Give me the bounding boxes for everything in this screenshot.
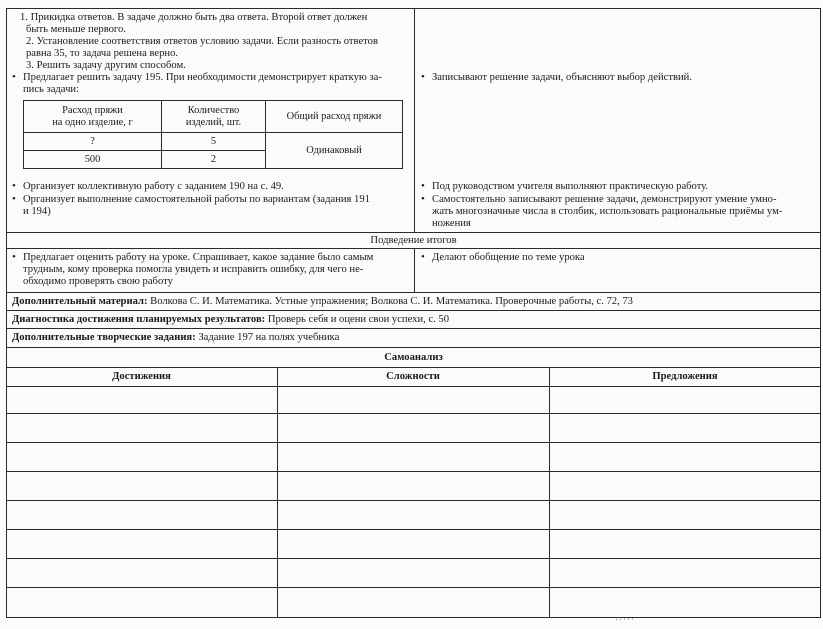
extra-material-row (12, 296, 633, 308)
column-difficulties: Сложности (386, 371, 440, 382)
table-header-quantity: Количество изделий, шт. (162, 101, 266, 133)
column-suggestions: Предложения (652, 371, 718, 382)
divider-1 (6, 232, 821, 233)
creative-tasks-row (12, 332, 339, 344)
summary-title: Подведение итогов (370, 235, 457, 246)
step-1-line-a: 1. Прикидка ответов. В задаче должно быть два ответа. Второй ответ должен (20, 12, 368, 23)
diagnostics-row (12, 314, 449, 326)
bullet-independent-work-a: • Организует выполнение самостоятельной работы по вариантам (задания 191 (12, 194, 370, 206)
task-195-line-a: • Предлагает решить задачу 195. При необходимости демонстрирует краткую за- (12, 72, 382, 84)
table-header-total: Общий расход пряжи (266, 101, 403, 133)
column-divider-summary (414, 248, 415, 292)
extra-material-label: Дополнительный материал: (12, 296, 148, 307)
table-cell: ? (24, 133, 162, 151)
self-analysis-row (6, 471, 821, 472)
diagnostics-label: Диагностика достижения планируемых результатов: (12, 314, 266, 325)
step-2-line-b: равна 35, то задача решена верно. (26, 48, 179, 59)
self-analysis-row (6, 442, 821, 443)
scan-mark: ····· (614, 613, 636, 625)
table-cell: 5 (162, 133, 266, 151)
bullet-independent-record-c: ножения (432, 218, 471, 229)
creative-tasks-label: Дополнительные творческие задания: (12, 332, 196, 343)
short-record-table (23, 100, 403, 169)
self-analysis-title: Самоанализ (384, 352, 443, 363)
summary-right-line: • Делают обобщение по теме урока (421, 252, 585, 264)
bullet-independent-record-b: жать многозначные числа в столбик, использовать рациональные приёмы ум- (432, 206, 783, 217)
table-cell: 2 (162, 151, 266, 169)
self-analysis-col-divider-2 (549, 367, 550, 618)
step-2-line-a: 2. Установление соответствия ответов условию задачи. Если разность ответов (26, 36, 378, 47)
divider-3 (6, 292, 821, 293)
self-analysis-row (6, 529, 821, 530)
summary-left-line-c: обходимо проверять свою работу (23, 276, 173, 287)
right-mid-bullets (421, 181, 776, 205)
self-analysis-row (6, 386, 821, 387)
divider-4 (6, 310, 821, 311)
divider-5 (6, 328, 821, 329)
left-mid-bullets-2 (12, 194, 370, 206)
table-header-yarn-per-item: Расход пряжи на одно изделие, г (24, 101, 162, 133)
column-divider-top (414, 8, 415, 232)
self-analysis-row (6, 500, 821, 501)
step-3-line: 3. Решить задачу другим способом. (26, 60, 186, 71)
bullet-practical-work: • Под руководством учителя выполняют практическую работу. (421, 181, 776, 193)
summary-left (12, 252, 373, 264)
divider-6 (6, 347, 821, 348)
bullet-independent-record-a: • Самостоятельно записывают решение задачи, демонстрируют умение умно- (421, 194, 776, 206)
self-analysis-row (6, 587, 821, 588)
bullet-independent-work-b: и 194) (23, 206, 51, 217)
self-analysis-row (6, 558, 821, 559)
right-top-bullet (421, 72, 692, 84)
divider-7 (6, 367, 821, 368)
task-195-line-b: пись задачи: (23, 84, 80, 95)
left-mid-bullets (12, 181, 284, 193)
step-1-line-b: быть меньше первого. (26, 24, 126, 35)
extra-material-text: Волкова С. И. Математика. Устные упражнения; Волкова С. И. Математика. Проверочные работы, с. 72, 73 (147, 296, 633, 307)
table-cell: 500 (24, 151, 162, 169)
self-analysis-row (6, 413, 821, 414)
column-achievements: Достижения (112, 371, 171, 382)
creative-tasks-text: Задание 197 на полях учебника (195, 332, 340, 343)
summary-right (421, 252, 585, 264)
self-analysis-col-divider-1 (277, 367, 278, 618)
diagnostics-text: Проверь себя и оцени свои успехи, с. 50 (265, 314, 450, 325)
task-195-bullet (12, 72, 382, 84)
summary-left-line-b: трудным, кому проверка помогла увидеть и исправить ошибку, для чего не- (23, 264, 364, 275)
table-cell-merged: Одинаковый (266, 133, 403, 169)
summary-left-line-a: • Предлагает оценить работу на уроке. Спрашивает, какое задание было самым (12, 252, 373, 264)
bullet-collective-work: • Организует коллективную работу с заданием 190 на с. 49. (12, 181, 284, 193)
student-solution-note: • Записывают решение задачи, объясняют выбор действий. (421, 72, 692, 84)
